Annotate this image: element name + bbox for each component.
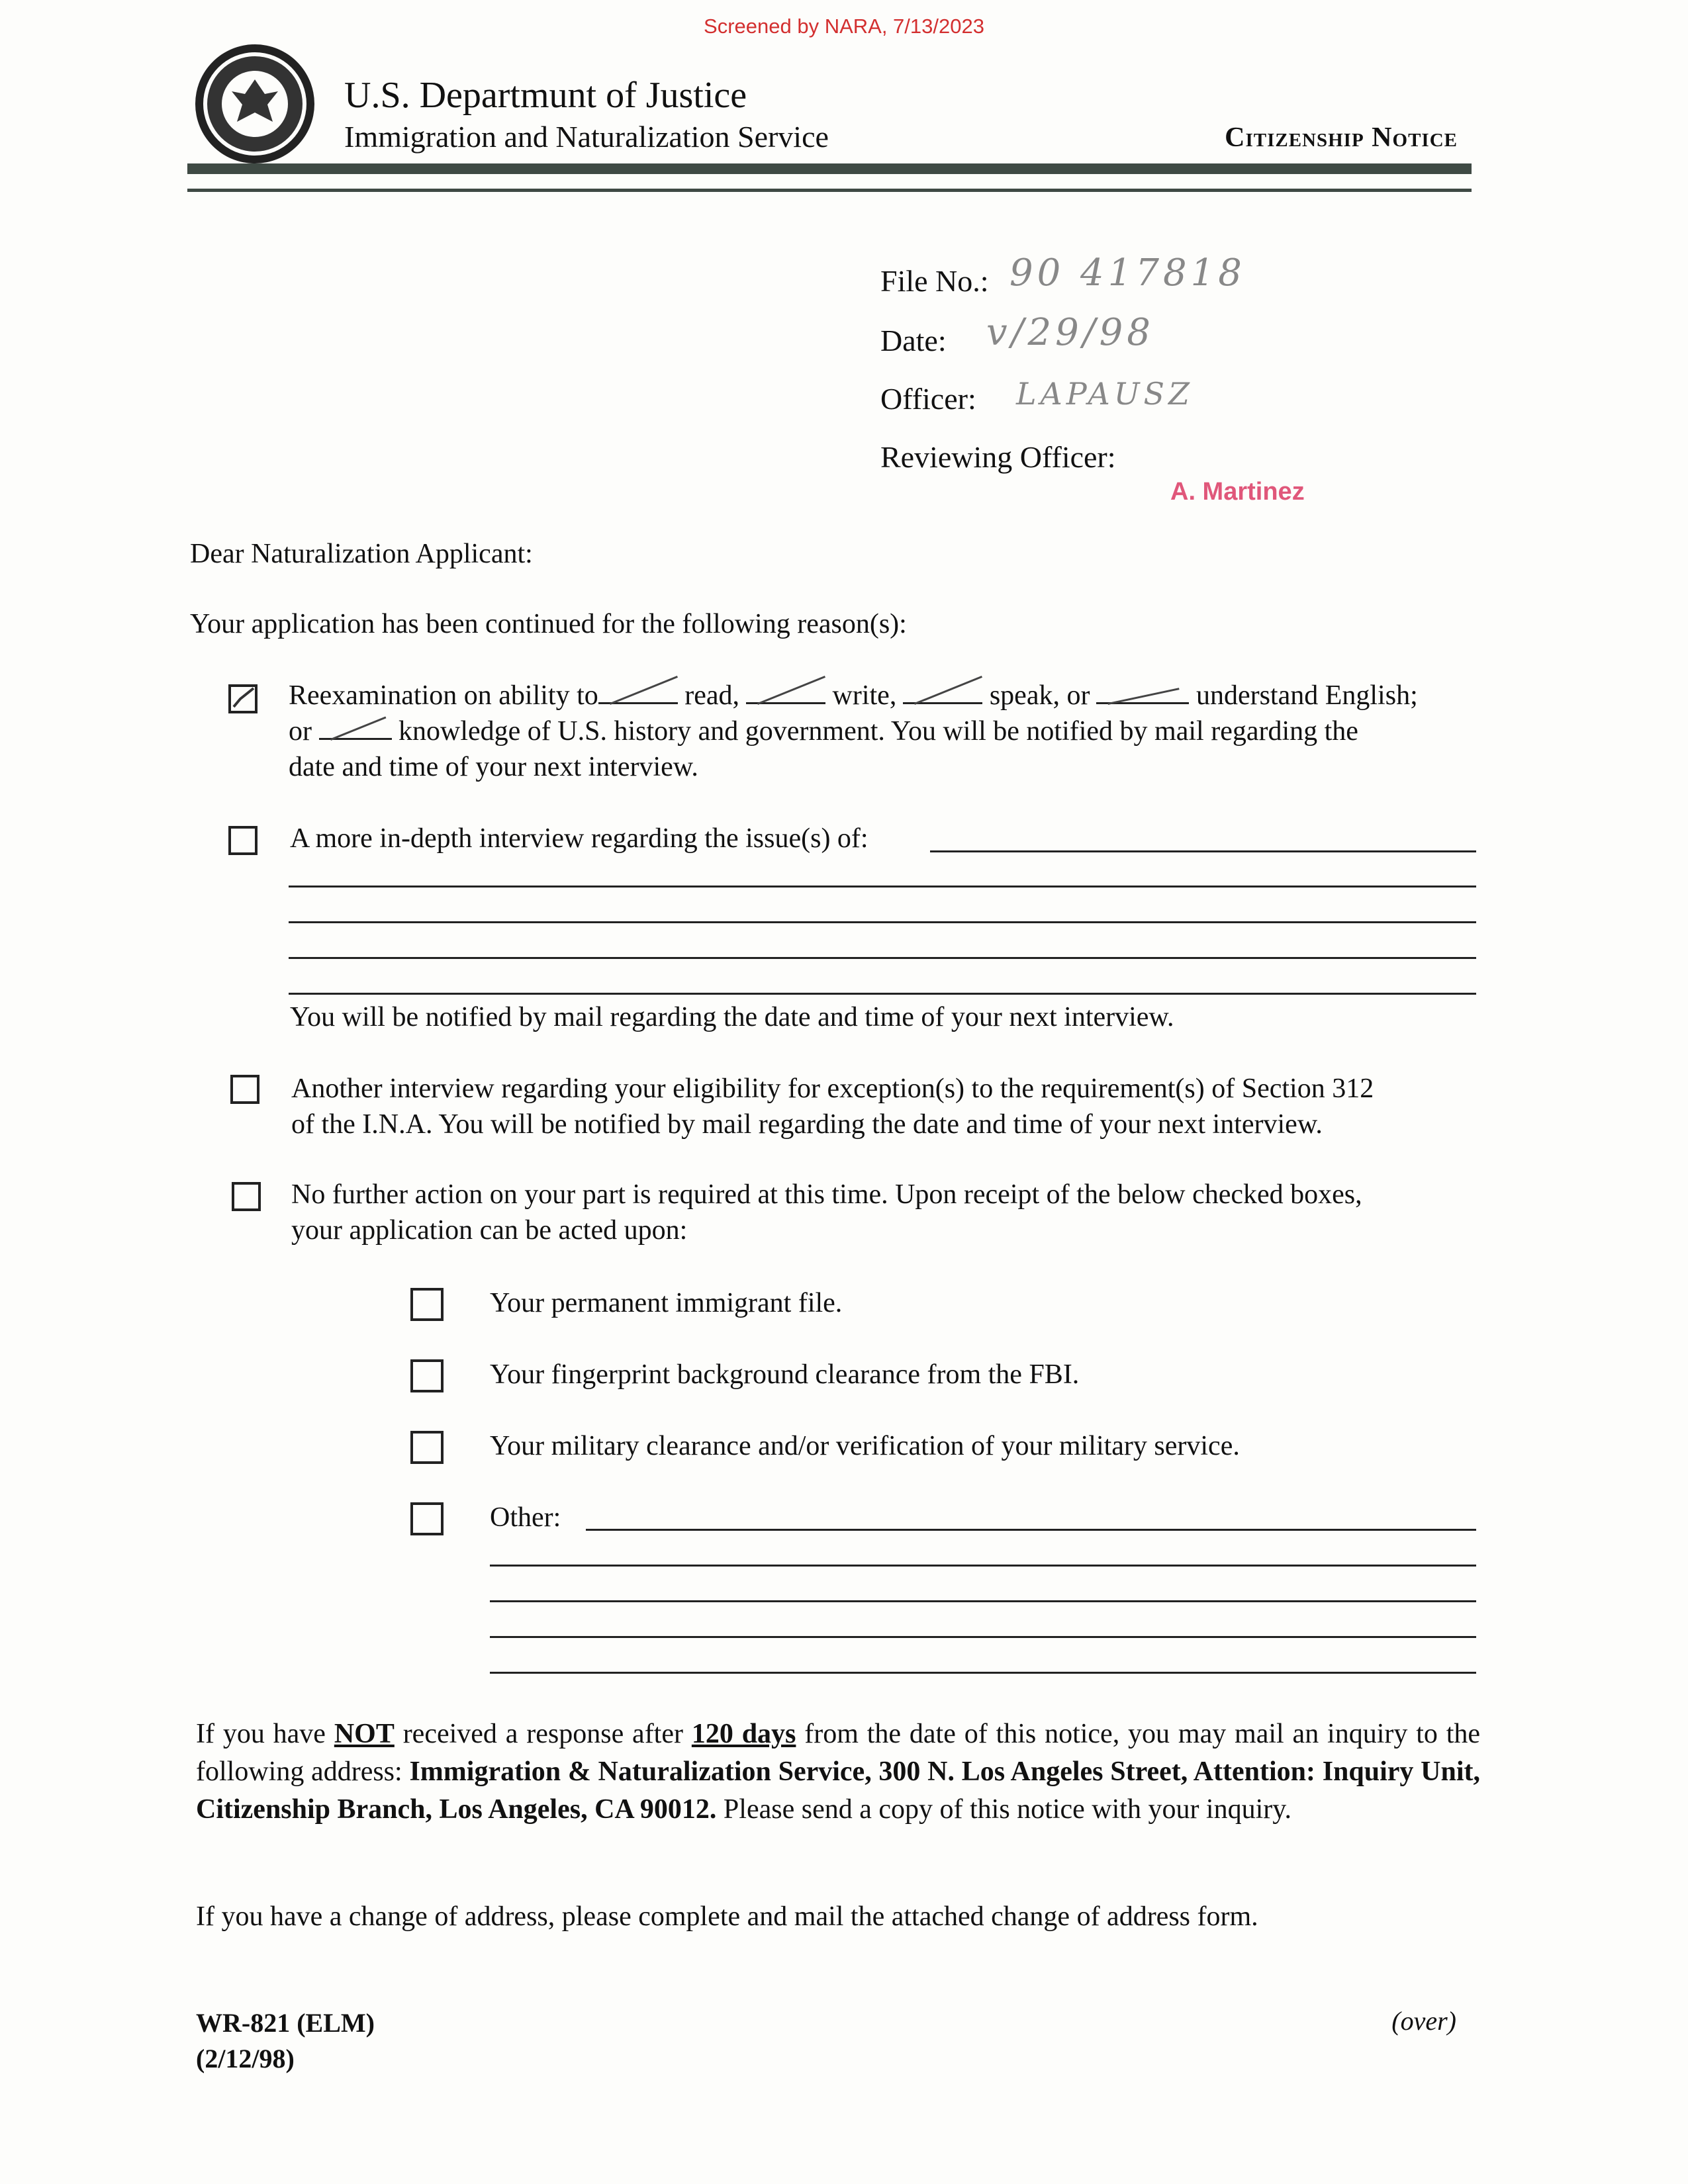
other-label: Other: [490, 1502, 561, 1533]
no-action-line1: No further action on your part is required at this time. Upon receipt of the below checked boxes, [291, 1179, 1362, 1210]
salutation: Dear Naturalization Applicant: [190, 539, 533, 569]
understand-label: understand English; [1196, 680, 1418, 711]
other-line-1[interactable] [586, 1529, 1476, 1531]
reviewing-officer-stamp: A. Martinez [1170, 478, 1305, 506]
permanent-file-checkbox[interactable] [410, 1288, 444, 1321]
other-line-5[interactable] [490, 1672, 1476, 1674]
knowledge-blank [319, 718, 392, 740]
understand-blank [1096, 682, 1189, 704]
file-no-label: File No.: [880, 264, 989, 298]
write-label: write, [832, 680, 897, 711]
reason-reexamination-checkbox[interactable] [228, 684, 258, 713]
reason-reexamination [289, 678, 1487, 713]
intro-text: Your application has been continued for the following reason(s): [190, 609, 907, 639]
indepth-line-4[interactable] [289, 957, 1476, 959]
exception-line2: of the I.N.A. You will be notified by mail regarding the date and time of your next interview. [291, 1109, 1323, 1140]
inquiry-text-c: from the date of this notice, you may mail an inquiry to the following address: [196, 1719, 1481, 1787]
inquiry-days: 120 days [691, 1719, 796, 1749]
check-mark-icon [231, 687, 255, 711]
file-no-value: 90 417818 [1009, 251, 1246, 295]
inquiry-paragraph [196, 1715, 1480, 1829]
reexam-line3: date and time of your next interview. [289, 752, 698, 782]
reexam-part1: Reexamination on ability to [289, 680, 598, 711]
officer-label: Officer: [880, 382, 976, 416]
notice-title: Citizenship Notice [1225, 122, 1458, 153]
other-line-4[interactable] [490, 1636, 1476, 1638]
other-checkbox[interactable] [410, 1502, 444, 1535]
inquiry-text-a: If you have [196, 1719, 326, 1749]
date-label: Date: [880, 324, 947, 357]
inquiry-text-b: received a response after [402, 1719, 683, 1749]
screening-note: Screened by NARA, 7/13/2023 [704, 15, 984, 38]
over-note: (over) [1391, 2006, 1456, 2036]
fingerprint-text: Your fingerprint background clearance from the FBI. [490, 1359, 1080, 1390]
indepth-line-3[interactable] [289, 921, 1476, 923]
or-label: or [289, 716, 312, 747]
speak-label: speak, or [989, 680, 1090, 711]
reviewing-officer-label: Reviewing Officer: [880, 440, 1116, 474]
reason-no-further-action-checkbox[interactable] [232, 1182, 261, 1211]
officer-value: LAPAUSZ [1016, 376, 1194, 412]
reason-exception-checkbox[interactable] [230, 1075, 259, 1104]
no-action-line2: your application can be acted upon: [291, 1215, 688, 1246]
agency-name: U.S. Departmunt of Justice [344, 75, 747, 116]
permanent-file-text: Your permanent immigrant file. [490, 1288, 843, 1318]
other-line-3[interactable] [490, 1600, 1476, 1602]
military-text: Your military clearance and/or verification of your military service. [490, 1431, 1240, 1461]
knowledge-text: knowledge of U.S. history and government. You will be notified by mail regarding the [399, 716, 1358, 747]
reason-indepth-checkbox[interactable] [228, 826, 258, 855]
form-date: (2/12/98) [196, 2044, 295, 2073]
indepth-line-5[interactable] [289, 993, 1476, 995]
other-line-2[interactable] [490, 1565, 1476, 1567]
indepth-note: You will be notified by mail regarding the date and time of your next interview. [290, 1002, 1174, 1032]
indepth-line-1[interactable] [930, 850, 1476, 852]
doj-seal-icon [192, 41, 318, 167]
form-no: WR-821 (ELM) [196, 2008, 375, 2038]
date-value: v/29/98 [986, 311, 1154, 354]
header-rule-thin [187, 189, 1472, 192]
inquiry-address: Immigration & Naturalization Service, 300 N. Los Angeles Street, Attention: Inquiry Unit, Citizenship Branch, Los Angeles, CA 90012. [196, 1756, 1481, 1825]
indepth-line-2[interactable] [289, 886, 1476, 887]
speak-blank [903, 682, 982, 704]
read-blank [598, 682, 678, 704]
header-rule-thick [187, 163, 1472, 174]
fingerprint-checkbox[interactable] [410, 1359, 444, 1392]
read-label: read, [684, 680, 740, 711]
exception-line1: Another interview regarding your eligibility for exception(s) to the requirement(s) of Section 312 [291, 1073, 1374, 1104]
inquiry-not: NOT [334, 1719, 395, 1749]
service-name: Immigration and Naturalization Service [344, 120, 829, 154]
military-checkbox[interactable] [410, 1431, 444, 1464]
write-blank [746, 682, 825, 704]
reason-indepth-text: A more in-depth interview regarding the issue(s) of: [290, 823, 868, 854]
inquiry-text-d: Please send a copy of this notice with your inquiry. [723, 1794, 1292, 1825]
change-of-address-paragraph: If you have a change of address, please complete and mail the attached change of address form. [196, 1901, 1258, 1932]
reexam-line2 [289, 713, 1487, 749]
form-number [196, 2005, 375, 2077]
